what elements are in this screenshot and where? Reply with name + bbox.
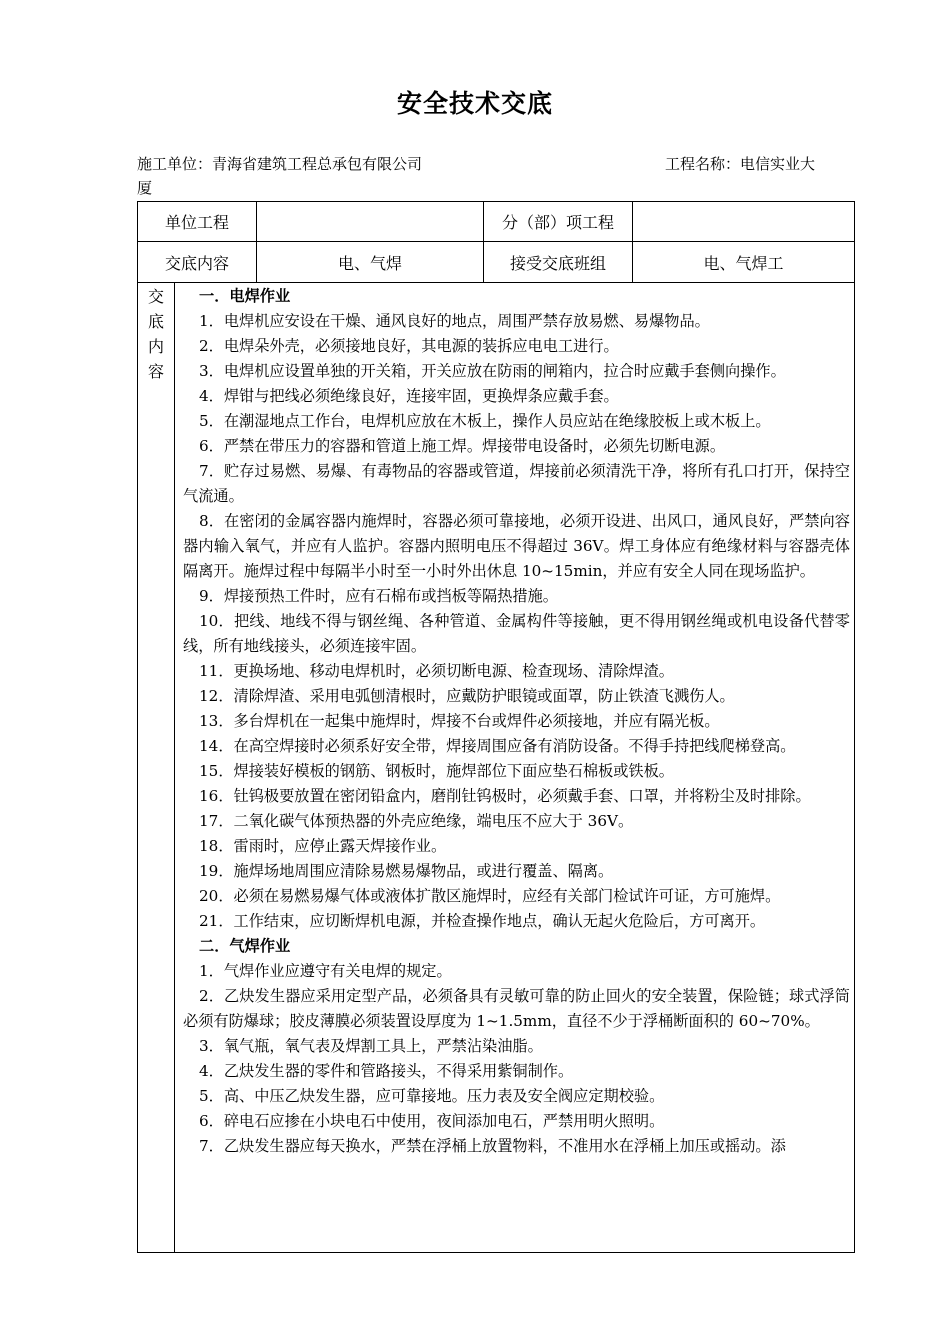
list-item: 9．焊接预热工件时，应有石棉布或挡板等隔热措施。 — [199, 587, 558, 605]
list-item: 5．高、中压乙炔发生器，应可靠接地。压力表及安全阀应定期校验。 — [199, 1087, 665, 1105]
disclosure-content-label: 交底内容 — [164, 253, 229, 273]
list-item: 15．焊接装好模板的钢筋、钢板时，施焊部位下面应垫石棉板或铁板。 — [199, 762, 674, 780]
list-item: 3．电焊机应设置单独的开关箱，开关应放在防雨的闸箱内，拉合时应戴手套侧向操作。 — [199, 362, 786, 380]
list-item: 3．氧气瓶，氧气表及焊割工具上，严禁沾染油脂。 — [199, 1037, 543, 1055]
list-item: 18．雷雨时，应停止露天焊接作业。 — [199, 837, 447, 855]
side-label-char: 容 — [147, 362, 164, 381]
unit-project-label: 单位工程 — [164, 213, 229, 232]
receiving-team-value: 电、气焊工 — [703, 253, 784, 273]
list-item: 2．电焊朵外壳，必须接地良好，其电源的装拆应电电工进行。 — [199, 337, 619, 355]
disclosure-content-value: 电、气焊 — [337, 253, 402, 273]
list-item: 1．电焊机应安设在干燥、通风良好的地点，周围严禁存放易燃、易爆物品。 — [199, 312, 710, 330]
side-label-char: 内 — [147, 337, 164, 356]
list-item: 19．施焊场地周围应清除易燃易爆物品，或进行覆盖、隔离。 — [199, 862, 614, 880]
content-side-label — [138, 284, 174, 384]
list-item: 6．严禁在带压力的容器和管道上施工焊。焊接带电设备时，必须先切断电源。 — [199, 437, 726, 455]
list-item: 7．乙炔发生器应每天换水，严禁在浮桶上放置物料，不准用水在浮桶上加压或摇动。添 — [199, 1137, 786, 1155]
sub-project-label: 分（部）项工程 — [501, 213, 614, 232]
section-heading-gas-welding: 二．气焊作业 — [199, 937, 291, 955]
side-label-char: 底 — [147, 312, 164, 331]
list-item: 6．碎电石应掺在小块电石中使用，夜间添加电石，严禁用明火照明。 — [199, 1112, 665, 1130]
section-heading-electric-welding: 一．电焊作业 — [199, 287, 291, 305]
list-item: 4．焊钳与把线必须绝缘良好，连接牢固，更换焊条应戴手套。 — [199, 387, 619, 405]
list-item: 1．气焊作业应遵守有关电焊的规定。 — [199, 962, 452, 980]
list-item: 17．二氧化碳气体预热器的外壳应绝缘，端电压不应大于 36V。 — [199, 812, 634, 830]
construction-unit-text: 施工单位：青海省建筑工程总承包有限公司 — [137, 155, 423, 173]
table-rule — [174, 282, 175, 1252]
list-item: 13．多台焊机在一起集中施焊时，焊接不台或焊件必须接地，并应有隔光板。 — [199, 712, 720, 730]
list-item: 14．在高空焊接时必须系好安全带，焊接周围应备有消防设备。不得手持把线爬梯登高。 — [199, 737, 796, 755]
list-item: 5．在潮湿地点工作台，电焊机应放在木板上，操作人员应站在绝缘胶板上或木板上。 — [199, 412, 771, 430]
list-item: 12．清除焊渣、采用电弧刨清根时，应戴防护眼镜或面罩，防止铁渣飞溅伤人。 — [199, 687, 735, 705]
sub-project-value — [633, 202, 854, 241]
side-label-char: 交 — [147, 287, 164, 306]
list-item: 7．贮存过易燃、易爆、有毒物品的容器或管道，焊接前必须清洗干净，将所有孔口打开，保持空气流通。 — [183, 462, 850, 505]
disclosure-content-body — [183, 284, 850, 1159]
list-item: 10．把线、地线不得与钢丝绳、各种管道、金属构件等接触，更不得用钢丝绳或机电设备代替零线，所有地线接头，必须连接牢固。 — [183, 612, 850, 655]
unit-project-value — [257, 202, 483, 241]
list-item: 11．更换场地、移动电焊机时，必须切断电源、检查现场、清除焊渣。 — [199, 662, 674, 680]
header-info-row — [137, 152, 855, 176]
list-item: 4．乙炔发生器的零件和管路接头，不得采用紫铜制作。 — [199, 1062, 574, 1080]
list-item: 8．在密闭的金属容器内施焊时，容器必须可靠接地，必须开设进、出风口，通风良好，严禁向容器内输入氧气，并应有人监护。容器内照明电压不得超过 36V。焊工身体应有绝缘材料与容器壳体隔离开。施焊过程中每隔半小时至一小时外出休息 10~15min，并应有安全人同在现场监护。 — [183, 512, 850, 580]
disclosure-table — [137, 201, 855, 1253]
list-item: 2．乙炔发生器应采用定型产品，必须备具有灵敏可靠的防止回火的安全装置，保险链；球式浮筒必须有防爆球；胶皮薄膜必须装置设厚度为 1~1.5mm，直径不少于浮桶断面积的 60~70%。 — [183, 987, 850, 1030]
list-item: 16．钍钨极要放置在密闭铅盒内，磨削钍钨极时，必须戴手套、口罩，并将粉尘及时排除。 — [199, 787, 811, 805]
receiving-team-label: 接受交底班组 — [509, 253, 606, 273]
document-title: 安全技术交底 — [396, 89, 553, 118]
list-item: 21．工作结束，应切断焊机电源，并检查操作地点，确认无起火危险后，方可离开。 — [199, 912, 766, 930]
list-item: 20．必须在易燃易爆气体或液体扩散区施焊时，应经有关部门检试许可证，方可施焊。 — [199, 887, 781, 905]
project-name-text: 工程名称：电信实业大 — [665, 155, 816, 173]
table-rule — [138, 282, 854, 283]
project-name-wrap-text: 厦 — [137, 179, 153, 197]
